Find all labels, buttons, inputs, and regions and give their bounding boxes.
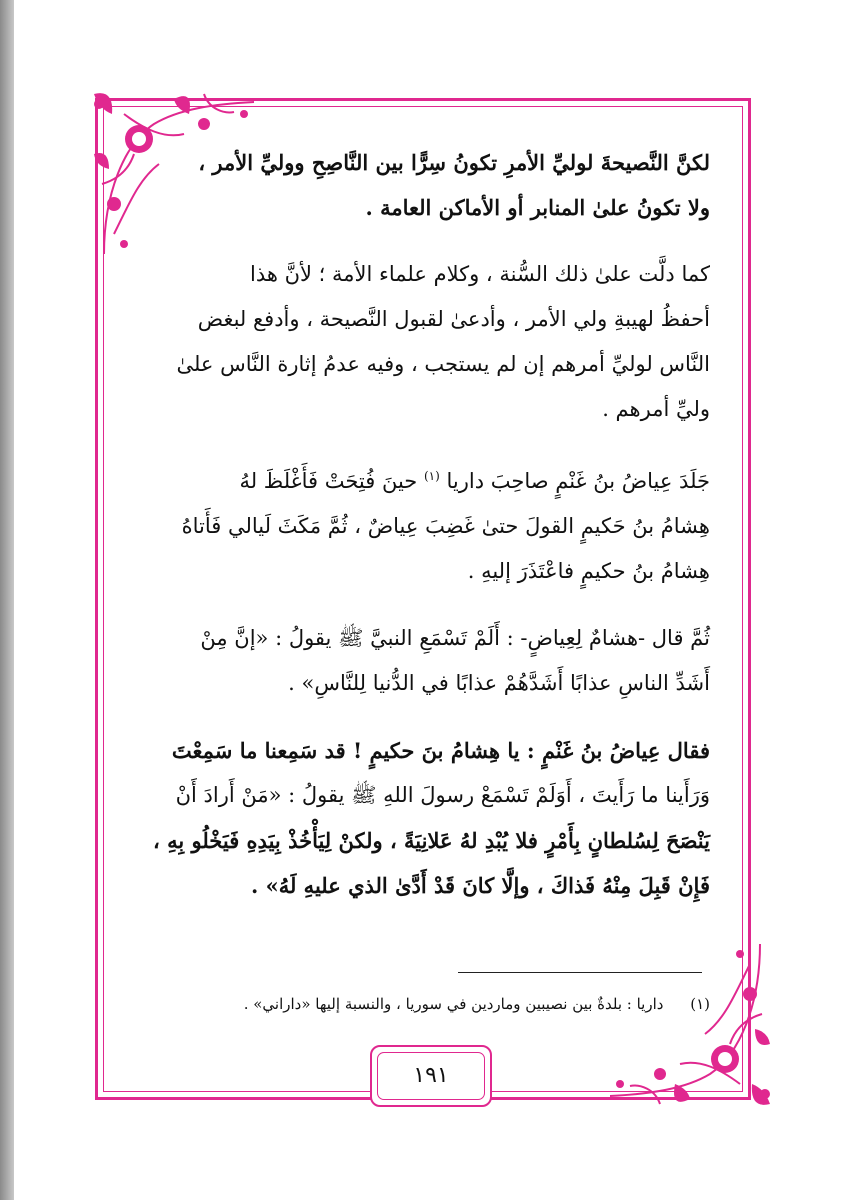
page-edge-shadow: [0, 0, 14, 1200]
footnote: [243, 995, 710, 1013]
text-line: [140, 454, 710, 504]
text-line: هِشامُ بنُ حكيمٍ فاعْتَذَرَ إليهِ .: [467, 559, 710, 583]
paragraph-iyad-story: [140, 454, 710, 594]
text-line: وليِّ أمرهم .: [602, 397, 710, 421]
text-line: يَنْصَحَ لِسُلطانٍ بِأَمْرٍ فلا يُبْدِ لهُ عَلانِيَةً ، ولكنْ لِيَأْخُذْ بِيَدِهِ فَيَخْلُو بِهِ ،: [153, 828, 710, 853]
page-number: ١٩١: [413, 1063, 449, 1088]
paragraph-sunnah-evidence: [140, 252, 710, 432]
footnote-reference[interactable]: (١): [423, 469, 440, 483]
paragraph-iyad-reply: [140, 728, 710, 908]
text-line: أحفظُ لهيبةِ ولي الأمر ، وأدعىٰ لقبول النَّصيحة ، وأدفع لبغض: [197, 307, 710, 331]
text-line: أَشَدِّ الناسِ عذابًا أَشَدَّهُمْ عذابًا في الدُّنيا لِلنَّاسِ» .: [288, 671, 710, 695]
page-number-frame: [370, 1045, 492, 1107]
paragraph-hisham-hadith: [140, 616, 710, 706]
text-line: ولا تكونُ علىٰ المنابر أو الأماكن العامة .: [365, 195, 710, 220]
text-run: جَلَدَ عِياضُ بنُ غَنْمٍ صاحِبَ داريا: [446, 469, 710, 493]
text-line: فقال عِياضُ بنُ غَنْمٍ : يا هِشامُ بنَ حكيمٍ ! قد سَمِعنا ما سَمِعْتَ: [171, 738, 710, 763]
text-run: حينَ فُتِحَتْ فَأَغْلَظَ لهُ: [239, 469, 418, 493]
paragraph-advice-secret: [140, 140, 710, 230]
text-line: فَإِنْ قَبِلَ مِنْهُ فَذاكَ ، وإلَّا كانَ قَدْ أَدَّىٰ الذي عليهِ لَهُ» .: [250, 873, 710, 898]
text-line: هِشامُ بنُ حَكيمٍ القولَ حتىٰ غَضِبَ عِياضٌ ، ثُمَّ مَكَثَ لَيالي فَأَتاهُ: [181, 514, 710, 538]
footnote-number: (١): [690, 995, 710, 1013]
text-line: النَّاس لوليِّ أمرهم إن لم يستجب ، وفيه عدمُ إثارة النَّاس علىٰ: [176, 352, 710, 376]
floral-corner-ornament-bottom-right: [590, 924, 780, 1114]
text-line: ثُمَّ قال -هشامٌ لِعِياضٍ- : أَلَمْ تَسْمَعِ النبيَّ ﷺ يقولُ : «إنَّ مِنْ: [200, 626, 710, 650]
text-line: كما دلَّت علىٰ ذلك السُّنة ، وكلام علماء الأمة ؛ لأنَّ هذا: [249, 262, 710, 286]
text-line: وَرَأَينا ما رَأَيتَ ، أَوَلَمْ تَسْمَعْ رسولَ اللهِ ﷺ يقولُ : «مَنْ أَرادَ أَنْ: [175, 783, 710, 807]
footnote-separator: [458, 972, 702, 973]
page-body-text: [140, 140, 710, 930]
footnote-text: داريا : بلدةٌ بين نصيبين وماردين في سوريا ، والنسبة إليها «داراني» .: [243, 995, 664, 1013]
text-line: لكنَّ النَّصيحةَ لوليِّ الأمرِ تكونُ سِرًّا بين النَّاصِحِ ووليِّ الأمر ،: [198, 150, 710, 175]
